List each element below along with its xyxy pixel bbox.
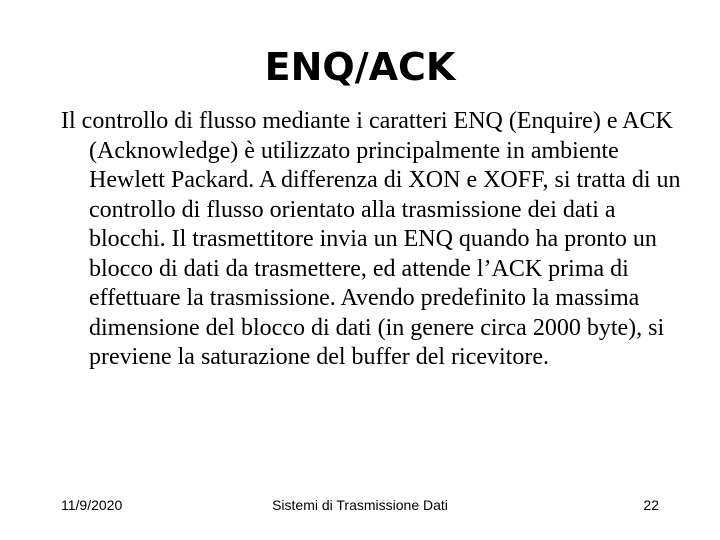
slide-body-text: Il controllo di flusso mediante i caratteri ENQ (Enquire) e ACK (Acknowledge) è utilizzato principalmente in ambiente Hewlett Packard. A differenza di XON e XOFF, si tratta di un controllo di flusso orientato alla trasmissione dei dati a blocchi. Il trasmettitore invia un ENQ quando ha pronto un blocco di dati da trasmettere, ed attende l’ACK prima di effettuare la trasmissione. Avendo predefinito la massima dimensione del blocco di dati (in genere circa 2000 byte), si previene la saturazione del buffer del ricevitore. <box>61 108 681 370</box>
footer-date: 11/9/2020 <box>61 497 123 513</box>
footer-title: Sistemi di Trasmissione Dati <box>272 497 448 513</box>
slide-title: ENQ/ACK <box>264 45 456 89</box>
page-number: 22 <box>643 497 659 513</box>
